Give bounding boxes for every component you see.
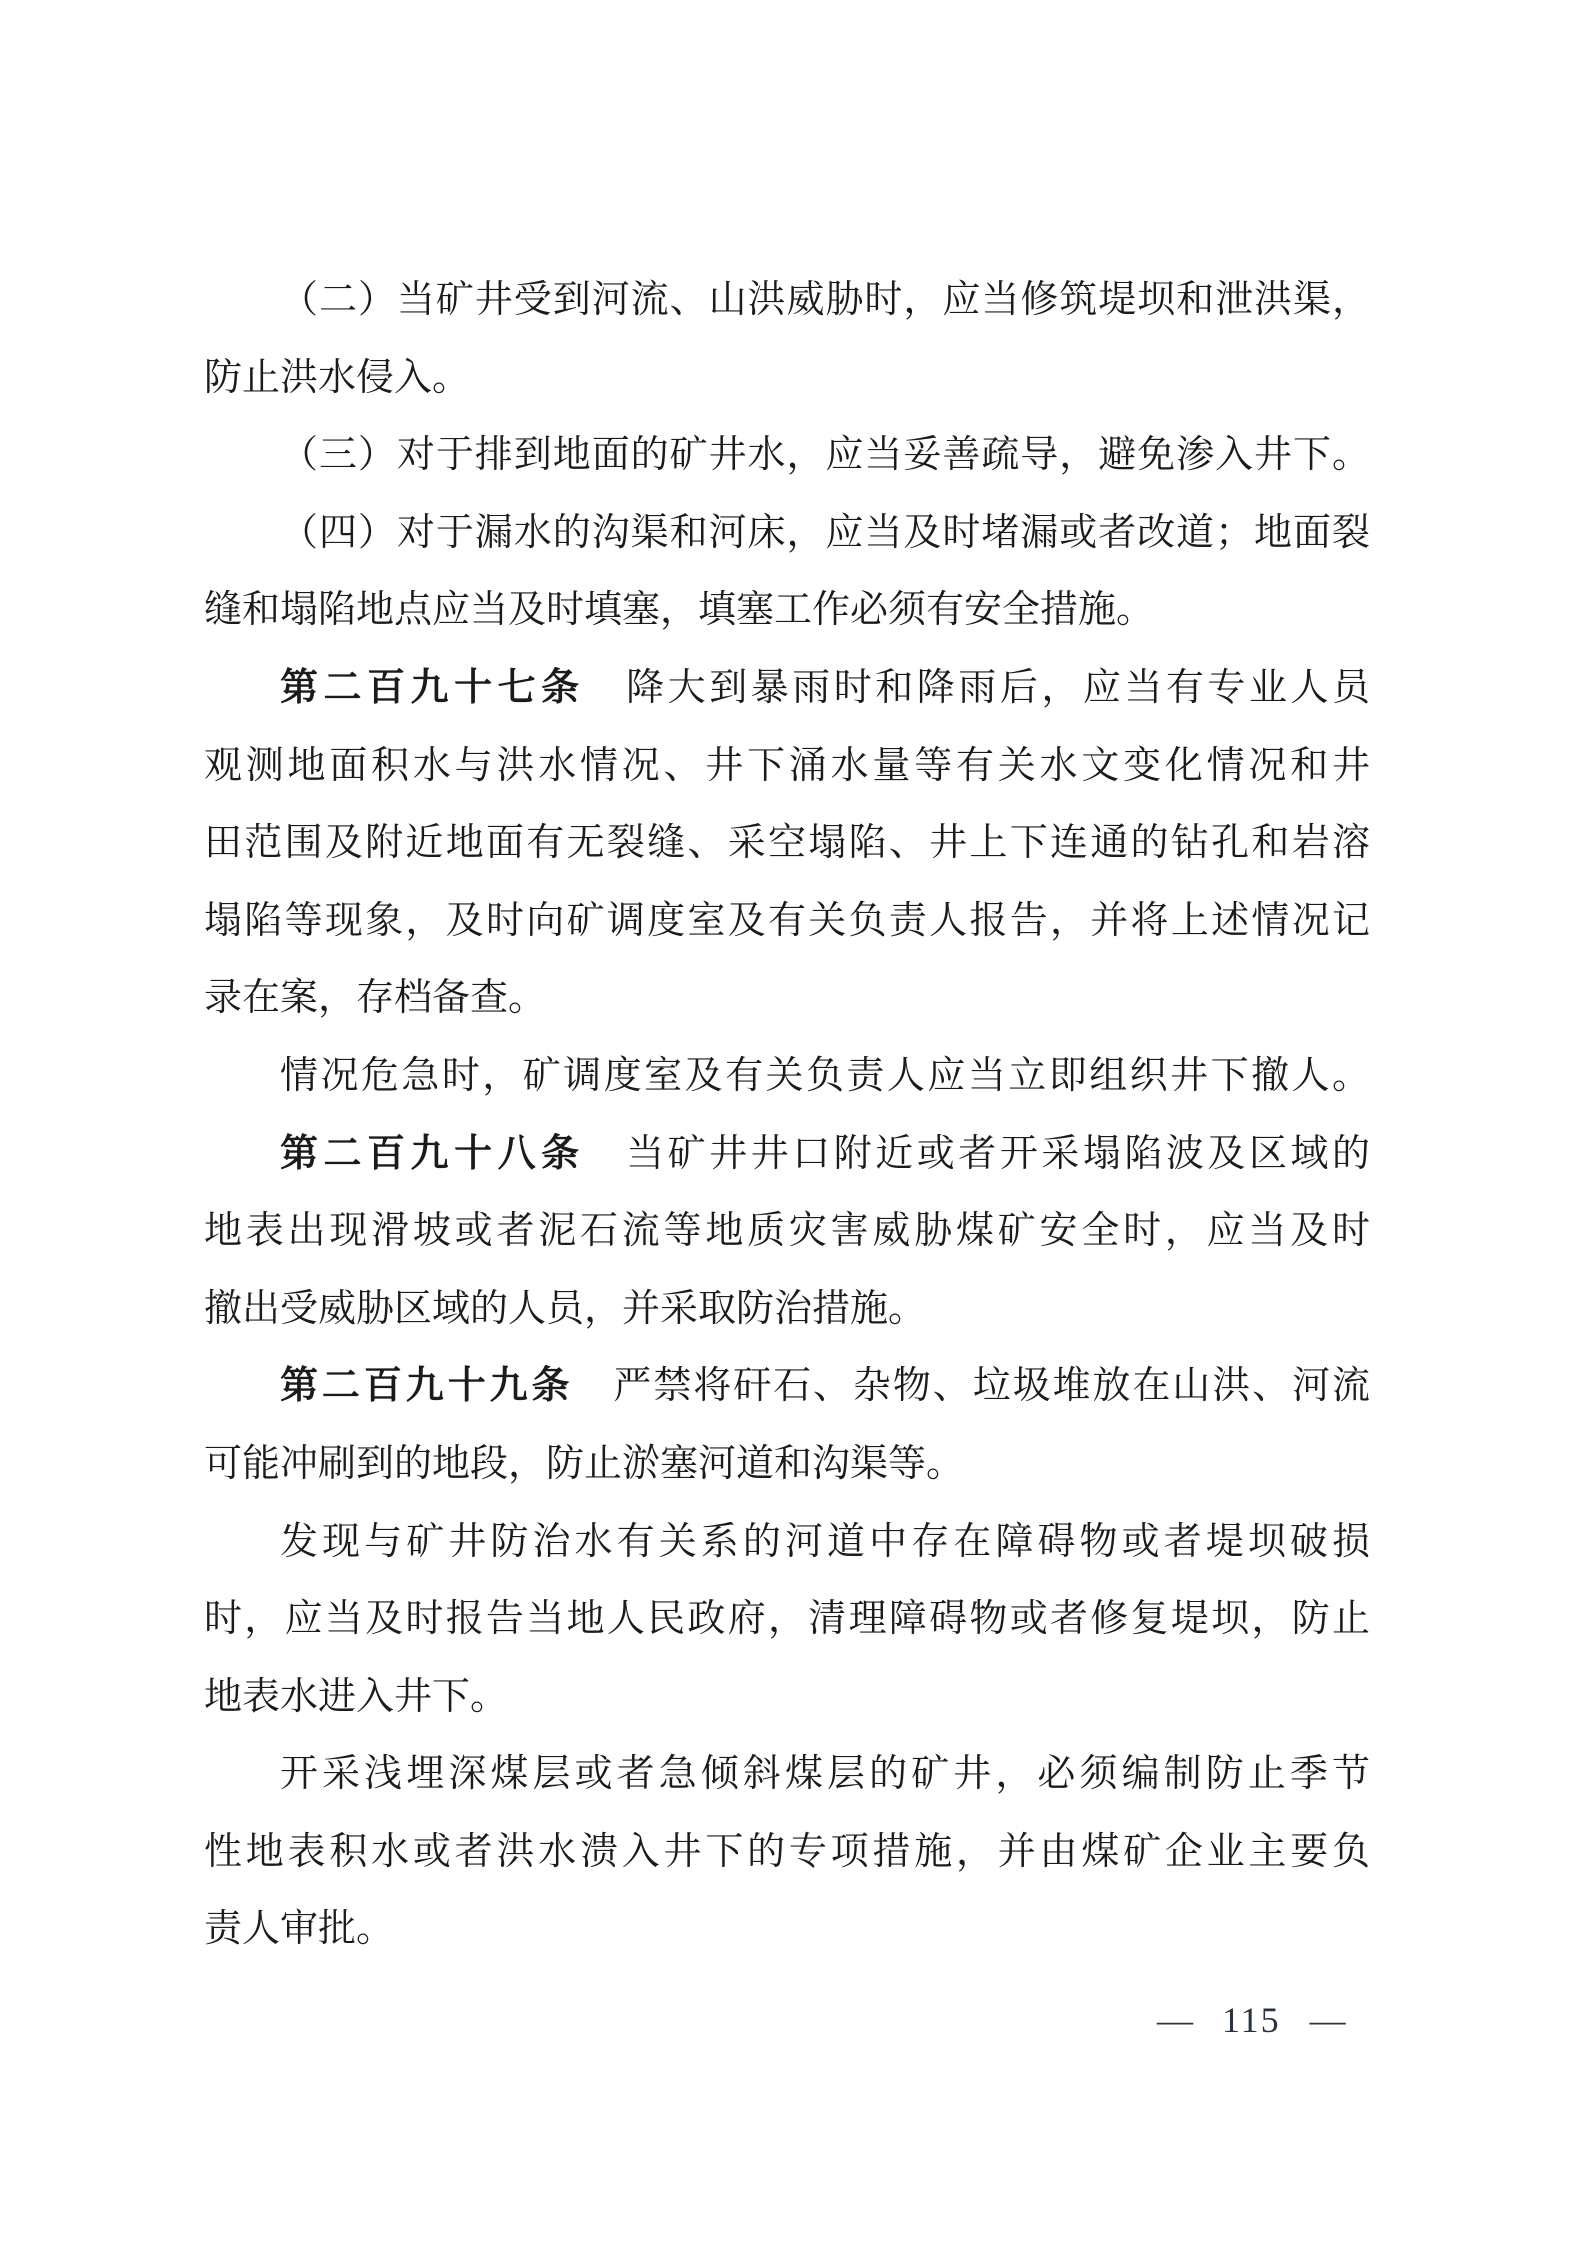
- line-text: 当矿井井口附近或者开采塌陷波及区域的: [622, 1132, 1370, 1175]
- text-line: 地表水进入井下。: [204, 1675, 509, 1718]
- paragraph: [204, 262, 1370, 417]
- text-line: 录在案，存档备查。: [204, 977, 547, 1020]
- text-line: （二）当矿井受到河流、山洪威胁时，应当修筑堤坝和泄洪渠，: [280, 279, 1370, 321]
- body-text: [204, 262, 1370, 1969]
- text-line: 情况危急时，矿调度室及有关负责人应当立即组织井下撤人。: [280, 1054, 1370, 1097]
- text-line: 可能冲刷到的地段，防止淤塞河道和沟渠等。: [204, 1442, 965, 1485]
- text-line: 田范围及附近地面有无裂缝、采空塌陷、井上下连通的钻孔和岩溶: [204, 822, 1370, 865]
- text-line: （四）对于漏水的沟渠和河床，应当及时堵漏或者改道；地面裂: [280, 511, 1370, 554]
- paragraph: [204, 417, 1370, 495]
- page-number: [1157, 1998, 1346, 2042]
- article-number: 第二百九十七条: [280, 666, 585, 709]
- paragraph: [204, 1736, 1370, 1969]
- text-line: 防止洪水侵入。: [204, 356, 471, 399]
- text-line: 撤出受威胁区域的人员，并采取防治措施。: [204, 1287, 927, 1330]
- text-line: （三）对于排到地面的矿井水，应当妥善疏导，避免渗入井下。: [280, 434, 1370, 477]
- text-line: 责人审批。: [204, 1908, 395, 1951]
- article-number: 第二百九十八条: [280, 1132, 585, 1175]
- folio-left-dash: —: [1157, 2000, 1193, 2040]
- folio-number: 115: [1222, 2000, 1281, 2040]
- text-line: 性地表积水或者洪水溃入井下的专项措施，并由煤矿企业主要负: [204, 1830, 1370, 1873]
- folio-right-dash: —: [1309, 2000, 1346, 2040]
- text-line: 缝和塌陷地点应当及时填塞，填塞工作必须有安全措施。: [204, 589, 1155, 632]
- paragraph: [204, 495, 1370, 650]
- text-line: [204, 1116, 1370, 1194]
- text-line: 塌陷等现象，及时向矿调度室及有关负责人报告，并将上述情况记: [204, 899, 1370, 942]
- paragraph: [204, 1504, 1370, 1737]
- paragraph: [204, 1038, 1370, 1116]
- text-line: 时，应当及时报告当地人民政府，清理障碍物或者修复堤坝，防止: [204, 1598, 1370, 1641]
- line-text: 降大到暴雨时和降雨后，应当有专业人员: [622, 666, 1370, 709]
- line-text: 严禁将矸石、杂物、垃圾堆放在山洪、河流: [611, 1365, 1370, 1408]
- paragraph: [204, 1348, 1370, 1503]
- text-line: [204, 650, 1370, 728]
- text-line: 开采浅埋深煤层或者急倾斜煤层的矿井，必须编制防止季节: [280, 1753, 1370, 1796]
- text-line: 观测地面积水与洪水情况、井下涌水量等有关水文变化情况和井: [204, 744, 1370, 787]
- text-line: 地表出现滑坡或者泥石流等地质灾害威胁煤矿安全时，应当及时: [204, 1210, 1370, 1253]
- paragraph: [204, 1116, 1370, 1349]
- text-line: [204, 1348, 1370, 1426]
- article-number: 第二百九十九条: [280, 1365, 574, 1408]
- paragraph: [204, 650, 1370, 1038]
- text-line: 发现与矿井防治水有关系的河道中存在障碍物或者堤坝破损: [280, 1520, 1370, 1563]
